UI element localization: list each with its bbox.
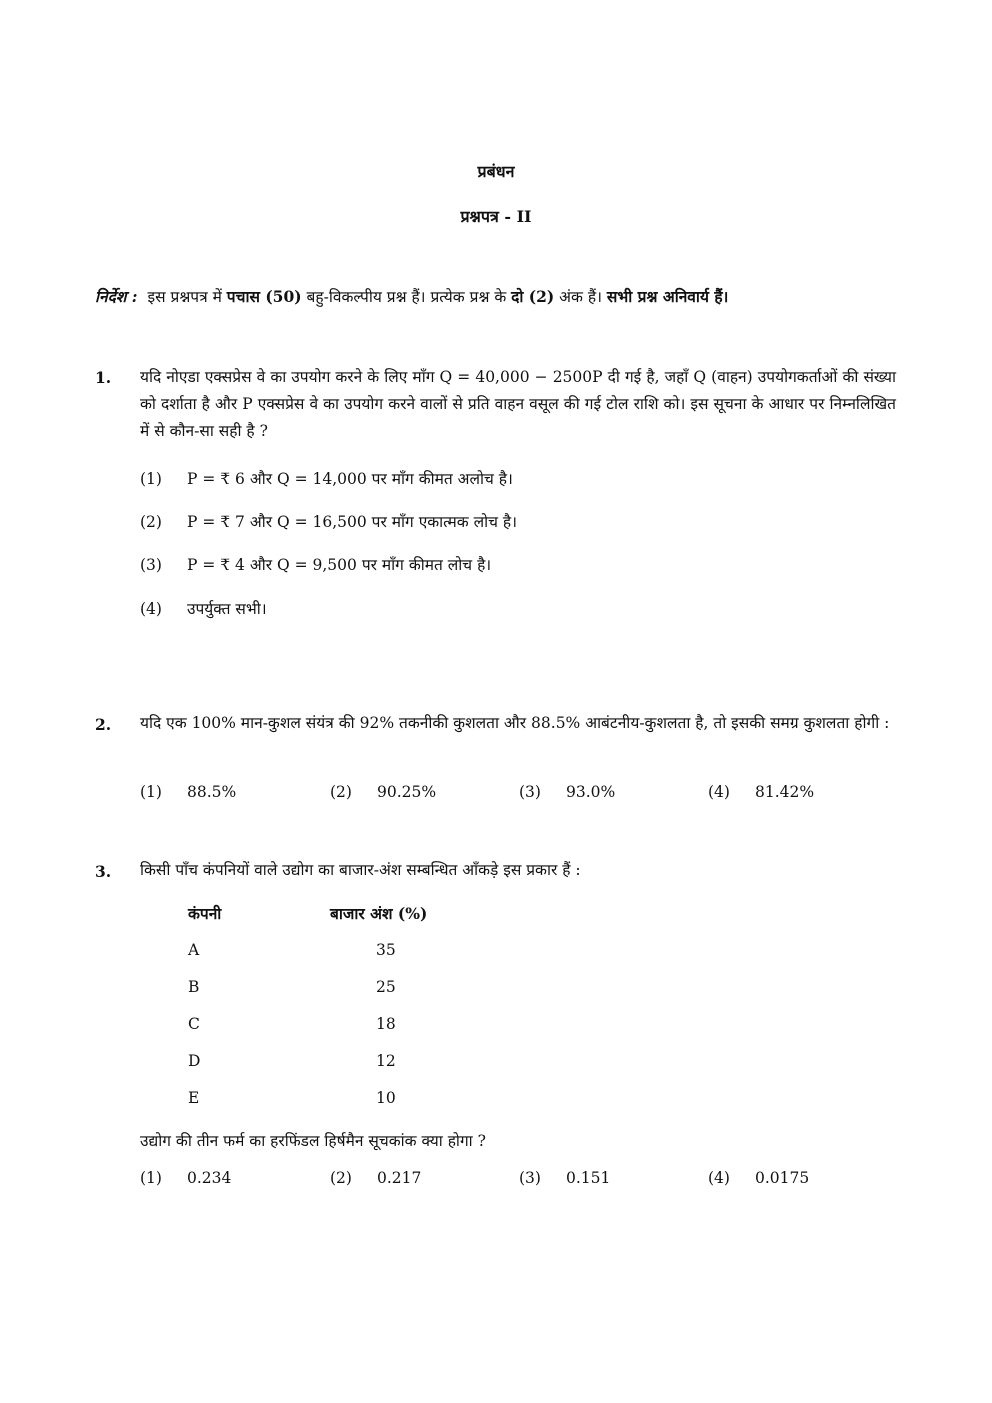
- table-cell-company: D: [188, 1052, 201, 1070]
- option-number: (1): [140, 1169, 162, 1187]
- table-cell-share: 10: [376, 1089, 396, 1107]
- instructions-text-2: बहु-विकल्पीय प्रश्न हैं। प्रत्येक प्रश्न के: [301, 288, 512, 306]
- option-number: (1): [140, 470, 162, 488]
- instructions-bold-1: पचास (50): [226, 287, 302, 306]
- option-number: (3): [519, 783, 541, 801]
- paper-title: प्रबंधन: [477, 162, 515, 181]
- question-2-option-1: [140, 783, 236, 801]
- option-number: (4): [708, 783, 730, 801]
- option-number: (3): [140, 556, 162, 574]
- paper-subtitle: प्रश्नपत्र - II: [460, 207, 532, 226]
- instructions-text-1: इस प्रश्नपत्र में: [147, 288, 227, 306]
- option-number: (2): [140, 513, 162, 531]
- instructions-lead: निर्देश :: [95, 287, 138, 306]
- question-3-option-2: [330, 1169, 421, 1187]
- question-3-text: किसी पाँच कंपनियों वाले उद्योग का बाजार-अंश सम्बन्धित आँकड़े इस प्रकार हैं :: [140, 861, 581, 879]
- table-cell-company: B: [188, 978, 200, 996]
- question-3-option-1: [140, 1169, 231, 1187]
- option-text: 0.151: [566, 1169, 611, 1187]
- table-cell-company: E: [188, 1089, 200, 1107]
- option-text: 88.5%: [187, 783, 237, 801]
- table-cell-company: C: [188, 1015, 200, 1033]
- option-text: P = ₹ 6 और Q = 14,000 पर माँग कीमत अलोच है।: [187, 470, 513, 488]
- option-number: (1): [140, 783, 162, 801]
- question-1-option-4: [140, 597, 267, 619]
- question-2-text: यदि एक 100% मान-कुशल संयंत्र की 92% तकनीकी कुशलता और 88.5% आबंटनीय-कुशलता है, तो इसकी समग्र कुशलता होगी :: [140, 714, 890, 732]
- table-cell-share: 18: [376, 1015, 396, 1033]
- option-number: (4): [140, 600, 162, 618]
- question-3-option-3: [519, 1169, 610, 1187]
- table-cell-share: 35: [376, 941, 396, 959]
- question-2-number: 2.: [95, 715, 112, 734]
- question-2-option-4: [708, 783, 814, 801]
- option-text: उपर्युक्त सभी।: [187, 600, 267, 618]
- option-text: P = ₹ 7 और Q = 16,500 पर माँग एकात्मक लोच है।: [187, 513, 518, 531]
- question-1-option-3: [140, 553, 491, 575]
- option-text: 0.217: [377, 1169, 422, 1187]
- question-2-option-3: [519, 783, 615, 801]
- instructions: [95, 285, 895, 307]
- instructions-bold-2: दो (2): [511, 287, 555, 306]
- option-number: (2): [330, 1169, 352, 1187]
- question-1-number: 1.: [95, 368, 112, 387]
- instructions-text-3: अंक हैं।: [554, 288, 607, 306]
- option-number: (2): [330, 783, 352, 801]
- question-1-option-1: [140, 467, 513, 489]
- question-1-option-2: [140, 510, 517, 532]
- table-header-company: कंपनी: [188, 904, 222, 923]
- option-text: P = ₹ 4 और Q = 9,500 पर माँग कीमत लोच है।: [187, 556, 492, 574]
- question-3-subquestion: उद्योग की तीन फर्म का हरफिंडल हिर्षमैन सूचकांक क्या होगा ?: [140, 1132, 486, 1150]
- table-cell-share: 12: [376, 1052, 396, 1070]
- option-text: 0.234: [187, 1169, 232, 1187]
- option-number: (4): [708, 1169, 730, 1187]
- question-3-option-4: [708, 1169, 809, 1187]
- option-text: 0.0175: [755, 1169, 810, 1187]
- question-2-option-2: [330, 783, 436, 801]
- option-text: 93.0%: [566, 783, 616, 801]
- question-1-text: यदि नोएडा एक्सप्रेस वे का उपयोग करने के लिए माँग Q = 40,000 − 2500P दी गई है, जहाँ Q (वाहन) उपयोगकर्ताओं की संख्या को दर्शाता है और P एक्सप्रेस वे का उपयोग करने वालों से प्रति वाहन वसूल की गई टोल राशि को। इस सूचना के आधार पर निम्नलिखित में से कौन-सा सही है ?: [140, 368, 896, 440]
- option-number: (3): [519, 1169, 541, 1187]
- instructions-bold-3: सभी प्रश्न अनिवार्य हैं।: [606, 287, 729, 306]
- table-header-market-share: बाजार अंश (%): [330, 904, 428, 923]
- question-3-number: 3.: [95, 862, 112, 881]
- table-cell-company: A: [188, 941, 200, 959]
- option-text: 81.42%: [755, 783, 815, 801]
- table-cell-share: 25: [376, 978, 396, 996]
- option-text: 90.25%: [377, 783, 437, 801]
